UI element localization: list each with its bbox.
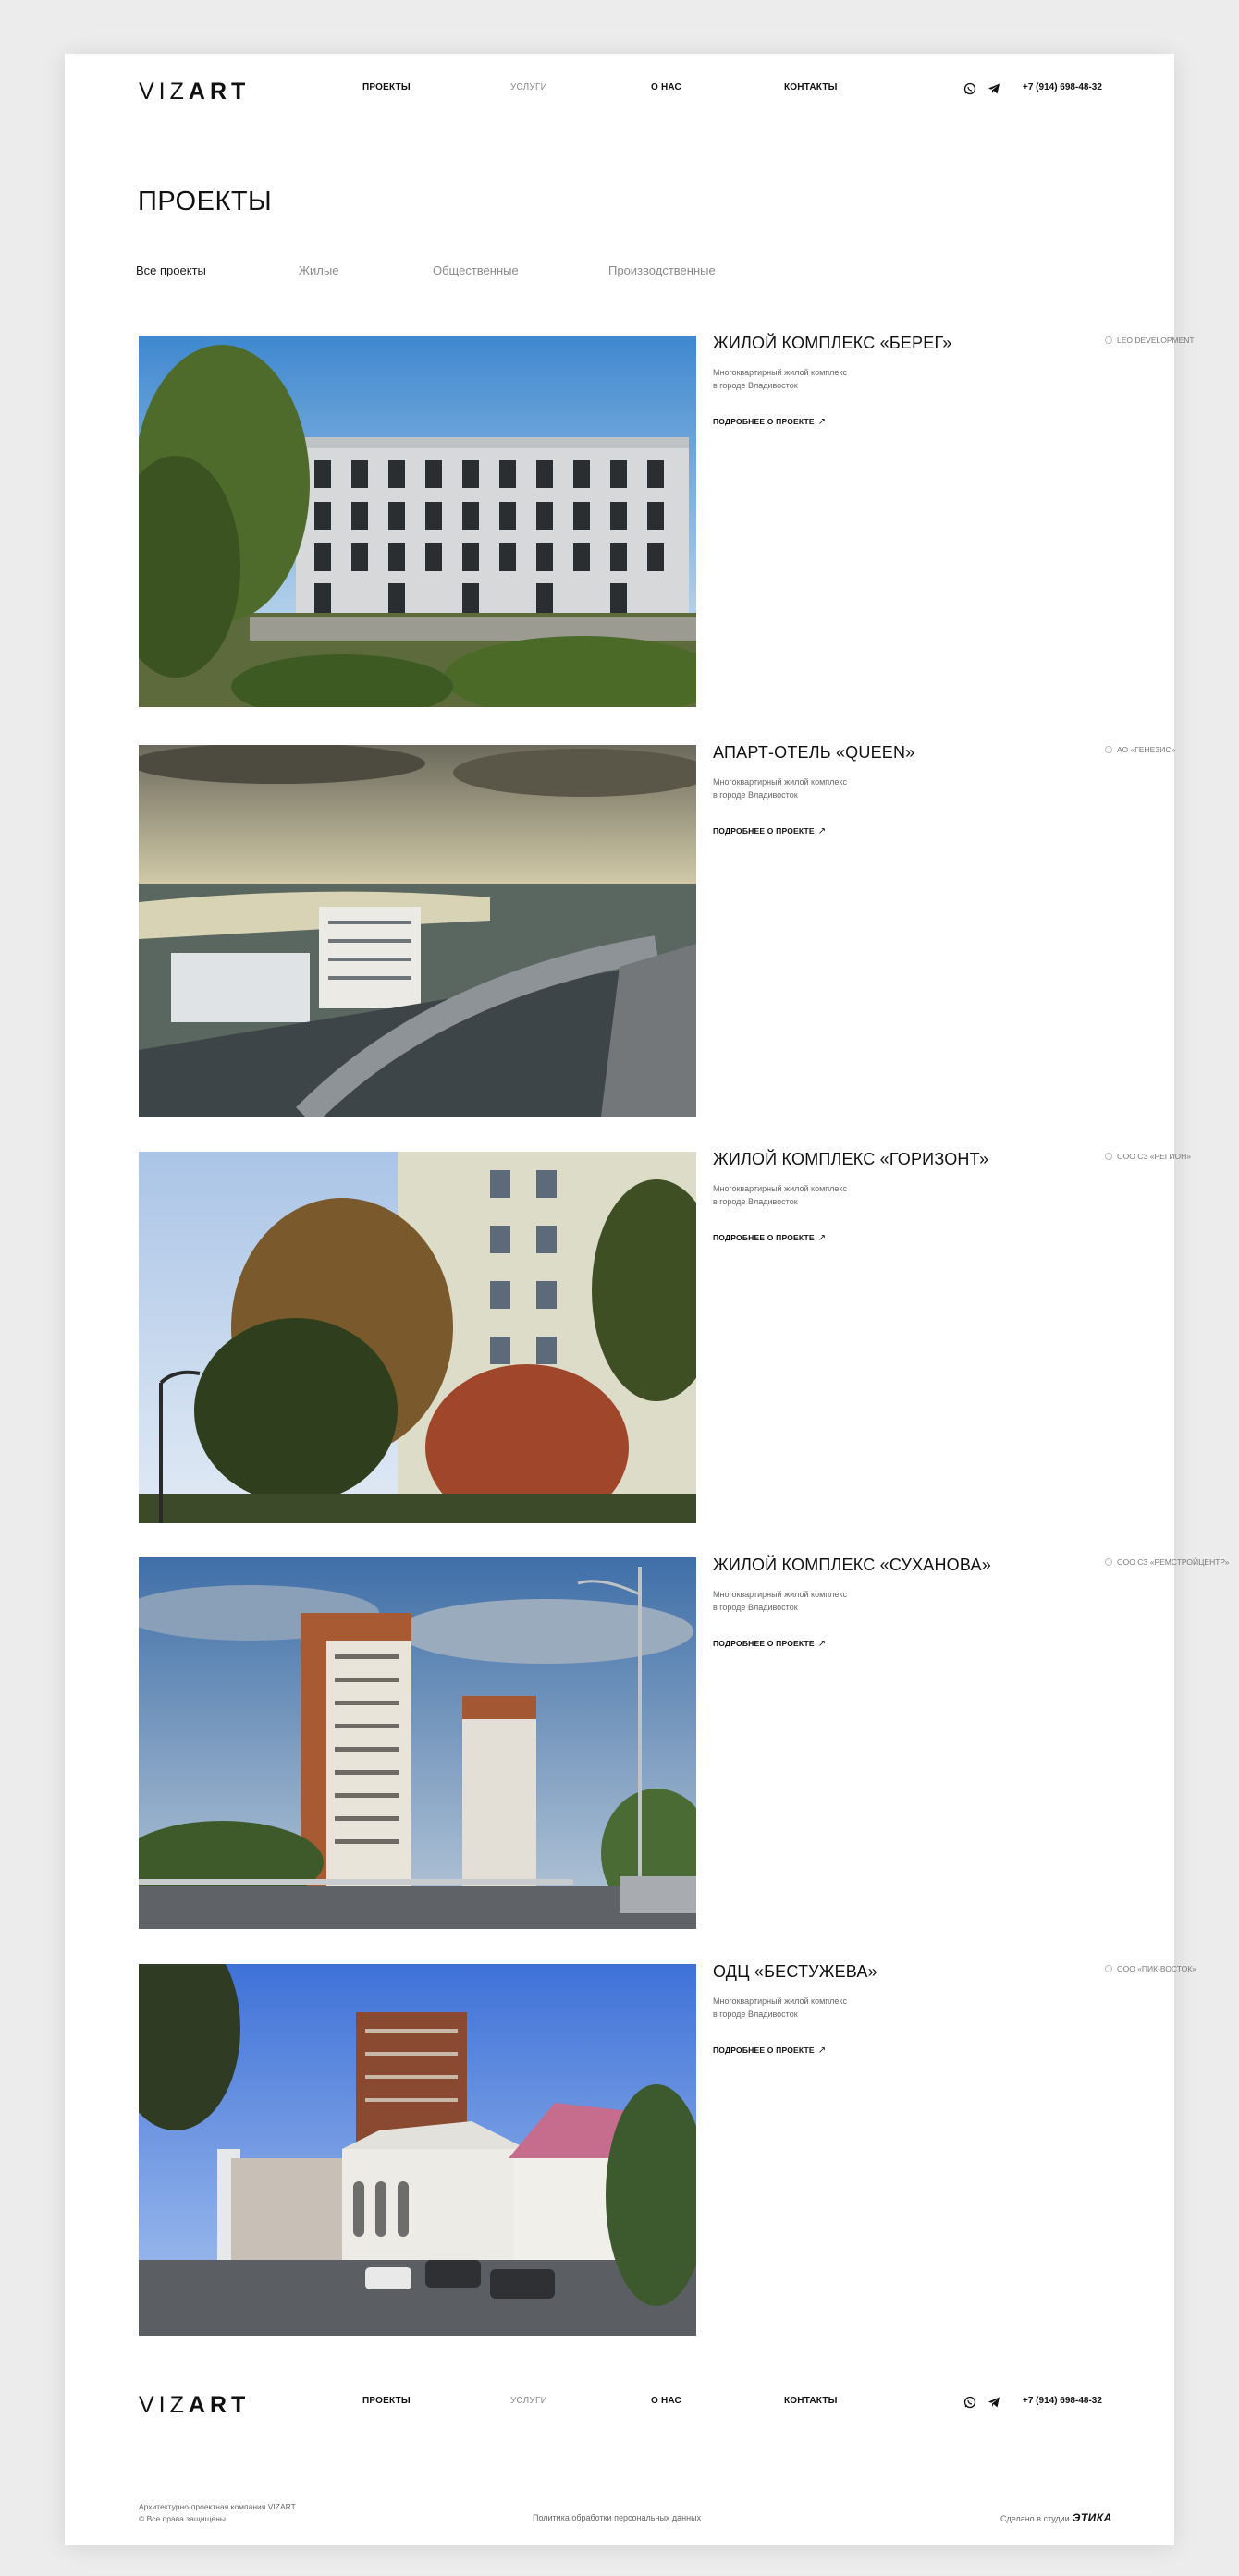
page (65, 54, 1230, 2545)
project-card (139, 334, 1195, 707)
project-description: Многоквартирный жилой комплекс в городе Владивосток (713, 777, 847, 800)
project-description: Многоквартирный жилой комплекс в городе Владивосток (713, 368, 847, 390)
telegram-icon[interactable] (988, 82, 1000, 95)
project-more-link[interactable]: ПОДРОБНЕЕ О ПРОЕКТЕ ↗ (713, 1639, 827, 1649)
project-title[interactable]: ЖИЛОЙ КОМПЛЕКС «БЕРЕГ» (713, 334, 952, 352)
arrow-up-right-icon: ↗ (817, 2045, 827, 2056)
arrow-up-right-icon: ↗ (817, 1233, 827, 1243)
footer-nav (65, 2392, 1174, 2429)
nav-contacts[interactable]: КОНТАКТЫ (784, 82, 838, 92)
arrow-up-right-icon: ↗ (817, 417, 827, 427)
footer-phone[interactable]: +7 (914) 698-48-32 (1023, 2396, 1102, 2406)
project-developer: АО «ГЕНЕЗИС» (1105, 745, 1175, 754)
project-card (139, 1150, 1191, 1523)
project-card (139, 743, 1176, 1117)
project-more-link[interactable]: ПОДРОБНЕЕ О ПРОЕКТЕ ↗ (713, 2045, 827, 2056)
project-title[interactable]: ЖИЛОЙ КОМПЛЕКС «ГОРИЗОНТ» (713, 1150, 989, 1168)
nav-about[interactable]: О НАС (651, 82, 681, 92)
circle-icon (1105, 746, 1112, 753)
project-description: Многоквартирный жилой комплекс в городе Владивосток (713, 1590, 847, 1612)
project-developer: LEO DEVELOPMENT (1105, 336, 1195, 345)
privacy-policy-link[interactable]: Политика обработки персональных данных (533, 2513, 702, 2522)
page-title: ПРОЕКТЫ (138, 187, 273, 216)
circle-icon (1105, 1965, 1112, 1972)
project-more-link[interactable]: ПОДРОБНЕЕ О ПРОЕКТЕ ↗ (713, 1233, 827, 1243)
arrow-up-right-icon: ↗ (817, 1639, 827, 1649)
project-title[interactable]: ЖИЛОЙ КОМПЛЕКС «СУХАНОВА» (713, 1556, 991, 1574)
copyright: Архитектурно-проектная компания VIZART © Все права защищены (139, 2502, 296, 2523)
project-image-sukhanova[interactable] (139, 1557, 696, 1929)
arrow-up-right-icon: ↗ (817, 826, 827, 836)
nav-projects[interactable]: ПРОЕКТЫ (362, 82, 411, 92)
project-more-link[interactable]: ПОДРОБНЕЕ О ПРОЕКТЕ ↗ (713, 417, 827, 427)
whatsapp-icon[interactable] (963, 82, 976, 95)
whatsapp-icon[interactable] (963, 2396, 976, 2409)
studio-logo: ЭТИКА (1072, 2511, 1112, 2524)
tab-industrial[interactable]: Производственные (608, 263, 716, 277)
project-developer: ООО СЗ «РЕГИОН» (1105, 1152, 1191, 1161)
made-by[interactable]: Сделано в студии ЭТИКА (1000, 2511, 1112, 2524)
logo[interactable]: VIZART (139, 79, 251, 104)
project-title[interactable]: АПАРТ-ОТЕЛЬ «QUEEN» (713, 743, 915, 762)
footer-nav-services[interactable]: УСЛУГИ (510, 2396, 547, 2406)
circle-icon (1105, 1153, 1112, 1160)
telegram-icon[interactable] (988, 2396, 1000, 2409)
project-developer: ООО «ПИК-ВОСТОК» (1105, 1964, 1196, 1973)
footer-logo[interactable]: VIZART (139, 2392, 251, 2418)
tab-all-projects[interactable]: Все проекты (136, 263, 206, 277)
project-title[interactable]: ОДЦ «БЕСТУЖЕВА» (713, 1962, 877, 1981)
site-header (65, 54, 1174, 128)
project-image-bereg[interactable] (139, 336, 696, 707)
project-more-link[interactable]: ПОДРОБНЕЕ О ПРОЕКТЕ ↗ (713, 826, 827, 836)
project-card (139, 1962, 1196, 2336)
project-developer: ООО СЗ «РЕМСТРОЙЦЕНТР» (1105, 1557, 1229, 1567)
tab-public[interactable]: Общественные (433, 263, 519, 277)
tab-residential[interactable]: Жилые (299, 263, 339, 277)
footer-nav-about[interactable]: О НАС (651, 2396, 681, 2406)
project-description: Многоквартирный жилой комплекс в городе Владивосток (713, 1996, 847, 2019)
project-description: Многоквартирный жилой комплекс в городе Владивосток (713, 1184, 847, 1206)
project-image-gorizont[interactable] (139, 1152, 696, 1523)
nav-services[interactable]: УСЛУГИ (510, 82, 547, 92)
footer-nav-contacts[interactable]: КОНТАКТЫ (784, 2396, 838, 2406)
header-phone[interactable]: +7 (914) 698-48-32 (1023, 82, 1102, 92)
circle-icon (1105, 336, 1112, 344)
footer-nav-projects[interactable]: ПРОЕКТЫ (362, 2396, 411, 2406)
project-image-queen[interactable] (139, 745, 696, 1117)
circle-icon (1105, 1558, 1112, 1566)
project-card (139, 1556, 1230, 1929)
project-image-bestuzheva[interactable] (139, 1964, 696, 2336)
